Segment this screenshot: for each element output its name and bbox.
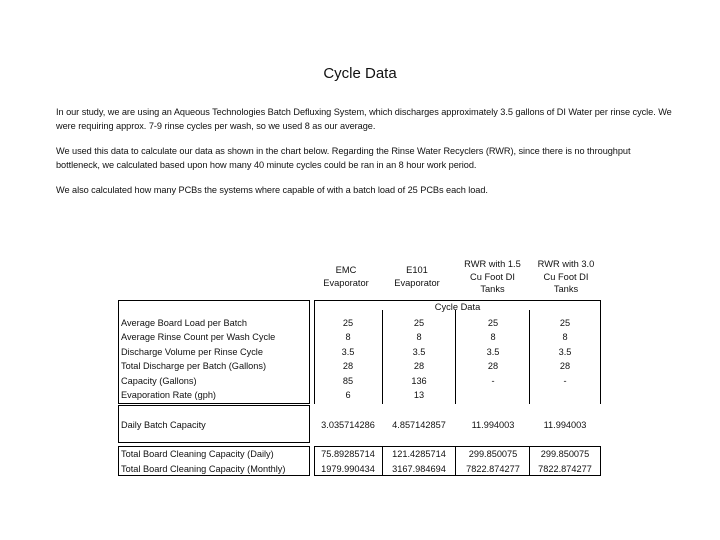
table-cell: 75.89285714 xyxy=(321,449,375,459)
values-emc-total xyxy=(314,447,382,476)
row-label: Discharge Volume per Rinse Cycle xyxy=(121,346,263,357)
labels-cycle-data xyxy=(121,316,275,402)
labels-total xyxy=(121,447,285,476)
header-line: Evaporator xyxy=(394,277,440,288)
row-label: Evaporation Rate (gph) xyxy=(121,390,216,401)
table-cell: 25 xyxy=(342,318,354,328)
cycle-data-header: Cycle Data xyxy=(434,302,481,312)
table-cell: 3167.984694 xyxy=(392,463,446,474)
row-label: Capacity (Gallons) xyxy=(121,375,197,386)
header-line: Cu Foot DI xyxy=(543,271,589,282)
table-cell: 3.5 xyxy=(558,346,572,357)
table-cell: 121.4285714 xyxy=(392,449,446,459)
table-cell: 28 xyxy=(487,361,499,372)
header-line: RWR with 3.0 xyxy=(537,259,595,269)
table-cell: 11.994003 xyxy=(471,420,515,430)
values-e101-total xyxy=(383,447,455,476)
table-cell: 25 xyxy=(559,318,571,328)
values-emc xyxy=(314,316,382,402)
table-cell: 28 xyxy=(559,361,571,372)
method-paragraph: We used this data to calculate our data as shown in the chart below. Regarding the Rinse Water Recyclers (RWR), since there is no throughput bottleneck, we calculated based upon how many 40 minute cycles could be ran in an 8 hour work period. xyxy=(56,146,631,170)
table-cell: 7822.874277 xyxy=(538,463,592,474)
labels-daily xyxy=(121,418,206,432)
column-header-rwr-15 xyxy=(455,258,530,296)
values-e101 xyxy=(383,316,455,402)
table-cell xyxy=(456,388,530,402)
table-cell: 8 xyxy=(416,332,422,343)
table-cell xyxy=(530,388,600,402)
table-cell: 3.5 xyxy=(412,346,426,357)
table-cell: - xyxy=(491,375,495,386)
table-cell: 28 xyxy=(342,361,354,372)
column-header-e101 xyxy=(385,264,449,289)
row-label: Daily Batch Capacity xyxy=(121,420,206,430)
table-cell: 4.857142857 xyxy=(392,420,446,430)
table-cell: 11.994003 xyxy=(543,420,587,430)
table-cell: 28 xyxy=(413,361,425,372)
table-cell: 25 xyxy=(413,318,425,328)
row-label: Average Rinse Count per Wash Cycle xyxy=(121,332,276,343)
row-label: Total Discharge per Batch (Gallons) xyxy=(121,361,267,372)
table-cell: - xyxy=(563,375,567,386)
header-line: E101 xyxy=(406,265,428,275)
table-cell: 3.5 xyxy=(486,346,500,357)
table-cell: 8 xyxy=(345,332,351,343)
header-line: EMC xyxy=(335,265,357,275)
table-cell: 299.850075 xyxy=(468,449,518,459)
values-rwr-15-total xyxy=(456,447,530,476)
capacity-paragraph: We also calculated how many PCBs the systems where capable of with a batch load of 25 PCBs each load. xyxy=(56,185,488,195)
values-rwr-30-total xyxy=(530,447,600,476)
values-rwr-30 xyxy=(530,316,600,402)
table-cell: 1979.990434 xyxy=(321,463,375,474)
intro-paragraph: In our study, we are using an Aqueous Technologies Batch Defluxing System, which discharges approximately 3.5 gallons of DI Water per rinse cycle. We were requiring approx. 7-9 rinse cycles per wash, so we used 8 as our average. xyxy=(56,107,672,131)
row-label: Total Board Cleaning Capacity (Monthly) xyxy=(121,463,286,474)
table-cell: 6 xyxy=(345,390,351,401)
header-line: RWR with 1.5 xyxy=(464,259,521,269)
table-cell: 85 xyxy=(342,375,354,386)
table-cell: 7822.874277 xyxy=(466,463,520,474)
header-line: Cu Foot DI xyxy=(470,271,515,282)
table-cell: 136 xyxy=(411,375,427,386)
header-line: Tanks xyxy=(480,284,505,294)
table-cell: 8 xyxy=(490,332,496,343)
column-header-rwr-30 xyxy=(530,258,602,296)
values-rwr-15 xyxy=(456,316,530,402)
page-title: Cycle Data xyxy=(323,65,397,82)
table-cell: 3.5 xyxy=(341,346,355,357)
table-cell: 25 xyxy=(487,318,499,328)
header-line: Tanks xyxy=(553,284,579,294)
table-cell: 3.035714286 xyxy=(321,420,375,430)
table-cell: 299.850075 xyxy=(540,449,590,459)
column-header-emc xyxy=(314,264,378,289)
table-cell: 13 xyxy=(413,390,425,401)
table-cell: 8 xyxy=(562,332,568,343)
header-line: Evaporator xyxy=(323,277,369,288)
row-label: Average Board Load per Batch xyxy=(121,318,247,328)
row-label: Total Board Cleaning Capacity (Daily) xyxy=(121,449,274,459)
